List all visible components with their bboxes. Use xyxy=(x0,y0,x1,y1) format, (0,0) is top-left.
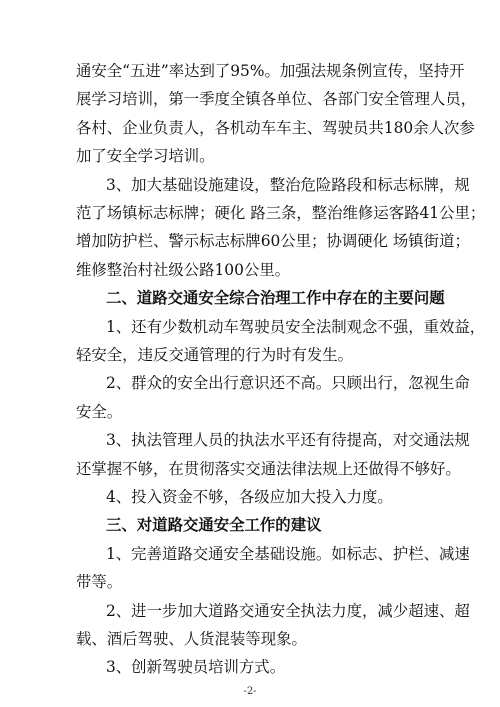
paragraph-line: 增加防护栏、警示标志标牌60公里；协调硬化 场镇街道； xyxy=(76,232,470,251)
paragraph-line: 维修整治村社级公路100公里。 xyxy=(76,260,291,279)
paragraph-line: 3、加大基础设施建设，整治危险路段和标志标牌，规 xyxy=(106,175,470,194)
paragraph-line: 载、酒后驾驶、人货混装等现象。 xyxy=(76,630,307,648)
paragraph-line: 还掌握不够，在贯彻落实交通法律法规上还做得不够好。 xyxy=(76,459,461,478)
paragraph-line: 1、完善道路交通安全基础设施。如标志、护栏、减速 xyxy=(106,544,470,563)
paragraph-line: 各村、企业负责人，各机动车车主、驾驶员共180余人次参 xyxy=(76,118,475,137)
section-heading-3: 三、对道路交通安全工作的建议 xyxy=(106,516,322,535)
paragraph-line: 安全。 xyxy=(76,402,123,421)
paragraph-line: 通安全“五进”率达到了95%。加强法规条例宣传，坚持开 xyxy=(76,62,465,80)
paragraph-line: 范了场镇标志标牌；硬化 路三条，整治维修运客路41公里； xyxy=(76,204,486,222)
paragraph-line: 加了安全学习培训。 xyxy=(76,147,215,166)
paragraph-line: 轻安全，违反交通管理的行为时有发生。 xyxy=(76,346,354,364)
paragraph-line: 展学习培训，第一季度全镇各单位、各部门安全管理人员， xyxy=(76,90,477,109)
paragraph-line: 2、进一步加大道路交通安全执法力度，减少超速、超 xyxy=(106,601,470,620)
paragraph-line: 带等。 xyxy=(76,573,123,592)
paragraph-line: 3、执法管理人员的执法水平还有待提高，对交通法规 xyxy=(106,431,470,450)
paragraph-line: 3、创新驾驶员培训方式。 xyxy=(106,658,286,677)
section-heading-2: 二、道路交通安全综合治理工作中存在的主要问题 xyxy=(106,289,445,308)
page-number: -2- xyxy=(243,686,257,697)
paragraph-line: 4、投入资金不够，各级应加大投入力度。 xyxy=(106,488,393,506)
paragraph-line: 1、还有少数机动车驾驶员安全法制观念不强，重效益， xyxy=(106,317,486,336)
paragraph-line: 2、群众的安全出行意识还不高。只顾出行，忽视生命 xyxy=(106,374,470,393)
